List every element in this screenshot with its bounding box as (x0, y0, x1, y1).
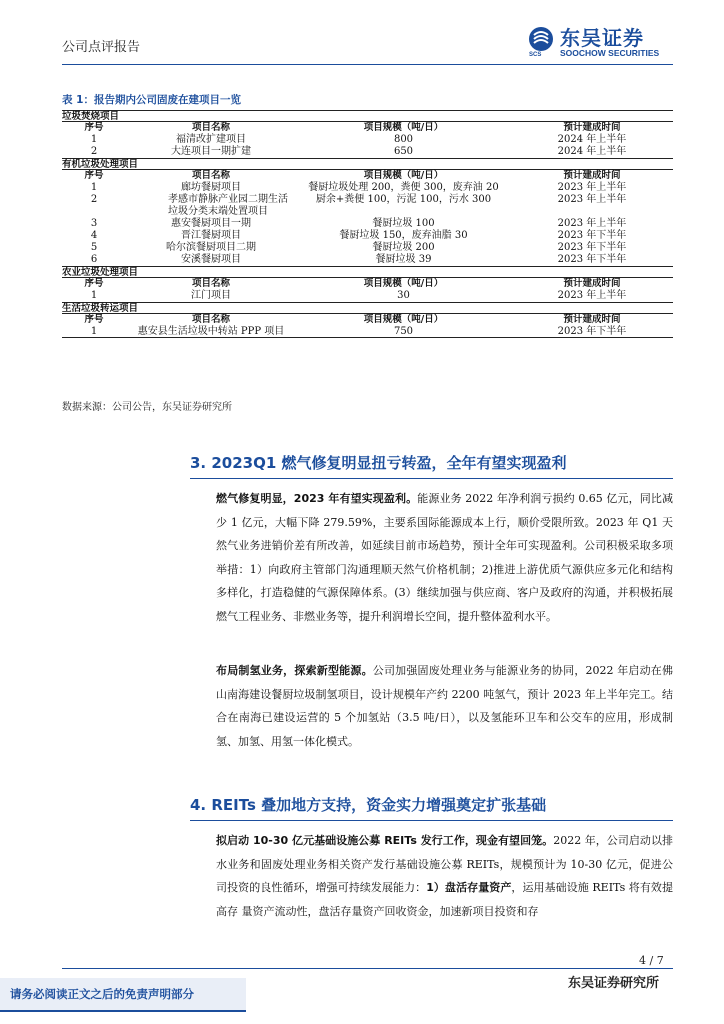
section-4-paragraph-1 (216, 829, 673, 923)
table-row (62, 134, 673, 146)
column-header: 序号 (84, 122, 104, 133)
paragraph-lead: 拟启动 10-30 亿元基础设施公募 REITs 发行工作，现金有望回笼。 (216, 834, 554, 847)
table-cell: 2023 年上半年 (557, 218, 627, 229)
table-row (62, 326, 673, 338)
table-cell: 惠安餐厨项目一期 (171, 218, 251, 229)
company-logo (528, 22, 678, 62)
table-cell: 2023 年上半年 (557, 194, 627, 205)
logo-english-name: SOOCHOW SECURITIES (560, 48, 660, 58)
paragraph-body: 能源业务 2022 年净利润亏损约 0.65 亿元，同比减少 1 亿元，大幅下降 279.59%，主要系国际能源成本上行，顺价受限所致。2023 年 Q1 天然气业务进销价差有所改善，如延续目前市场趋势，预计全年可实现盈利。公司积极采取多项举措：1）向政府主管部门沟通理顺天然气价格机制；2)推进上游优质气源供应多元化和结构多样化，打造稳健的气源保障体系。(3）继续加强与供应商、客户及政府的沟通，并积极拓展燃气工程业务、非燃业务等，提升利润增长空间，提升整体盈利水平。 (216, 492, 673, 623)
column-header: 预计建成时间 (563, 170, 621, 181)
table-cell: 2024 年上半年 (557, 134, 627, 145)
paragraph-body: ，运用基础设施 REITs 将有效提高存 量资产流动性，盘活存量资产回收资金，加速新项目投资和存 (216, 881, 673, 918)
column-header: 项目名称 (191, 314, 230, 325)
table-cell: 餐厨垃圾处理 200，粪便 300，废弃油 20 (308, 182, 499, 193)
column-header: 序号 (84, 170, 104, 181)
table-cell: 孝感市静脉产业园二期生活垃圾分类末端处置项目 (168, 194, 288, 217)
document-type: 公司点评报告 (62, 40, 141, 55)
table-cell: 2023 年上半年 (557, 290, 627, 301)
paragraph-lead: 布局制氢业务，探索新型能源。 (216, 664, 373, 677)
table-row (62, 218, 673, 230)
column-header: 预计建成时间 (563, 314, 621, 325)
table-section-title: 有机垃圾处理项目 (62, 158, 673, 170)
column-header: 预计建成时间 (563, 122, 621, 133)
table-caption: 表 1：报告期内公司固废在建项目一览 (62, 94, 241, 106)
table-cell: 2 (90, 146, 98, 157)
table-cell: 800 (393, 134, 414, 145)
table-cell: 2024 年上半年 (557, 146, 627, 157)
logo-mark-icon (528, 26, 554, 52)
column-header: 序号 (84, 278, 104, 289)
table-cell: 惠安县生活垃圾中转站 PPP 项目 (137, 326, 285, 337)
table-cell: 1 (90, 182, 98, 193)
column-header: 项目规模（吨/日） (363, 170, 444, 181)
column-header: 项目规模（吨/日） (363, 278, 444, 289)
table-cell: 2023 年下半年 (557, 230, 627, 241)
table-cell: 3 (90, 218, 98, 229)
logo-mark-text: SCS (529, 52, 542, 58)
table-row (62, 146, 673, 158)
table-header-row (62, 314, 673, 326)
table-cell: 2023 年下半年 (557, 242, 627, 253)
table-cell: 福清改扩建项目 (176, 134, 246, 145)
section-4-divider (190, 820, 673, 821)
table-cell: 1 (90, 134, 98, 145)
column-header: 项目规模（吨/日） (363, 314, 444, 325)
table-cell: 餐厨垃圾 200 (372, 242, 435, 253)
table-cell: 1 (90, 290, 98, 301)
table-cell: 哈尔滨餐厨项目二期 (166, 242, 256, 253)
table-section-title: 生活垃圾转运项目 (62, 302, 673, 314)
column-header: 项目名称 (191, 170, 230, 181)
table-cell: 厨余+粪便 100，污泥 100，污水 300 (315, 194, 492, 205)
footer-divider (62, 968, 673, 969)
section-3-paragraph-1 (216, 487, 673, 629)
table-row (62, 194, 673, 218)
table-cell: 30 (397, 290, 410, 301)
column-header: 预计建成时间 (563, 278, 621, 289)
table-cell: 江门项目 (191, 290, 231, 301)
table-source-note: 数据来源：公司公告，东吴证券研究所 (62, 402, 232, 413)
column-header: 项目名称 (191, 122, 230, 133)
header-divider (62, 64, 673, 65)
table-cell: 2023 年下半年 (557, 254, 627, 265)
table-cell: 650 (393, 146, 414, 157)
table-cell: 餐厨垃圾 150，废弃油脂 30 (339, 230, 468, 241)
column-header: 项目名称 (191, 278, 230, 289)
logo-chinese-name: 东吴证券 (560, 26, 644, 50)
section-3-divider (190, 478, 673, 479)
table-header-row (62, 170, 673, 182)
paragraph-body: 公司加强固废处理业务与能源业务的协同，2022 年启动在佛山南海建设餐厨垃圾制氢项目，设计规模年产约 2200 吨氢气，预计 2023 年上半年完工。结合在南海已建设运营的 5 个加氢站（3.5 吨/日），以及氢能环卫车和公交车的应用，形成制氢、加氢、用氢一体化模式。 (216, 664, 673, 748)
table-cell: 廊坊餐厨项目 (181, 182, 241, 193)
table-row (62, 242, 673, 254)
column-header: 序号 (84, 314, 104, 325)
table-header-row (62, 278, 673, 290)
table-cell: 大连项目一期扩建 (171, 146, 251, 157)
table-cell: 2023 年下半年 (557, 326, 627, 337)
section-3-paragraph-2 (216, 659, 673, 753)
disclaimer-text: 请务必阅读正文之后的免责声明部分 (10, 987, 194, 1001)
table-cell: 4 (90, 230, 98, 241)
table-cell: 安溪餐厨项目 (181, 254, 241, 265)
table-row (62, 254, 673, 266)
table-cell: 餐厨垃圾 100 (372, 218, 435, 229)
section-3-heading: 3. 2023Q1 燃气修复明显扭亏转盈，全年有望实现盈利 (190, 454, 567, 472)
table-section-title: 农业垃圾处理项目 (62, 266, 673, 278)
table-section-title: 垃圾焚烧项目 (62, 110, 673, 122)
paragraph-lead: 燃气修复明显，2023 年有望实现盈利。 (216, 492, 418, 505)
table-cell: 1 (90, 326, 98, 337)
page-number: 4 / 7 (639, 954, 664, 967)
section-4-heading: 4. REITs 叠加地方支持，资金实力增强奠定扩张基础 (190, 796, 547, 814)
table-cell: 6 (90, 254, 98, 265)
paragraph-emphasis: 1）盘活存量资产 (426, 881, 512, 895)
table-cell: 餐厨垃圾 39 (375, 254, 432, 265)
projects-table (62, 110, 673, 338)
table-cell: 晋江餐厨项目 (181, 230, 241, 241)
table-row (62, 182, 673, 194)
paragraph-body: 2022 年，公司启动以排水业务和固废处理业务相关资产发行基础设施公募 REITs，规模预计为 10-30 亿元，促进公司投资的良性循环，增强可持续发展能力： (216, 834, 673, 895)
table-row (62, 230, 673, 242)
column-header: 项目规模（吨/日） (363, 122, 444, 133)
table-cell: 750 (393, 326, 414, 337)
table-cell: 2023 年上半年 (557, 182, 627, 193)
table-row (62, 290, 673, 302)
table-cell: 5 (90, 242, 98, 253)
table-cell: 2 (90, 194, 98, 205)
footer-firm-name: 东吴证券研究所 (568, 976, 660, 991)
table-header-row (62, 122, 673, 134)
